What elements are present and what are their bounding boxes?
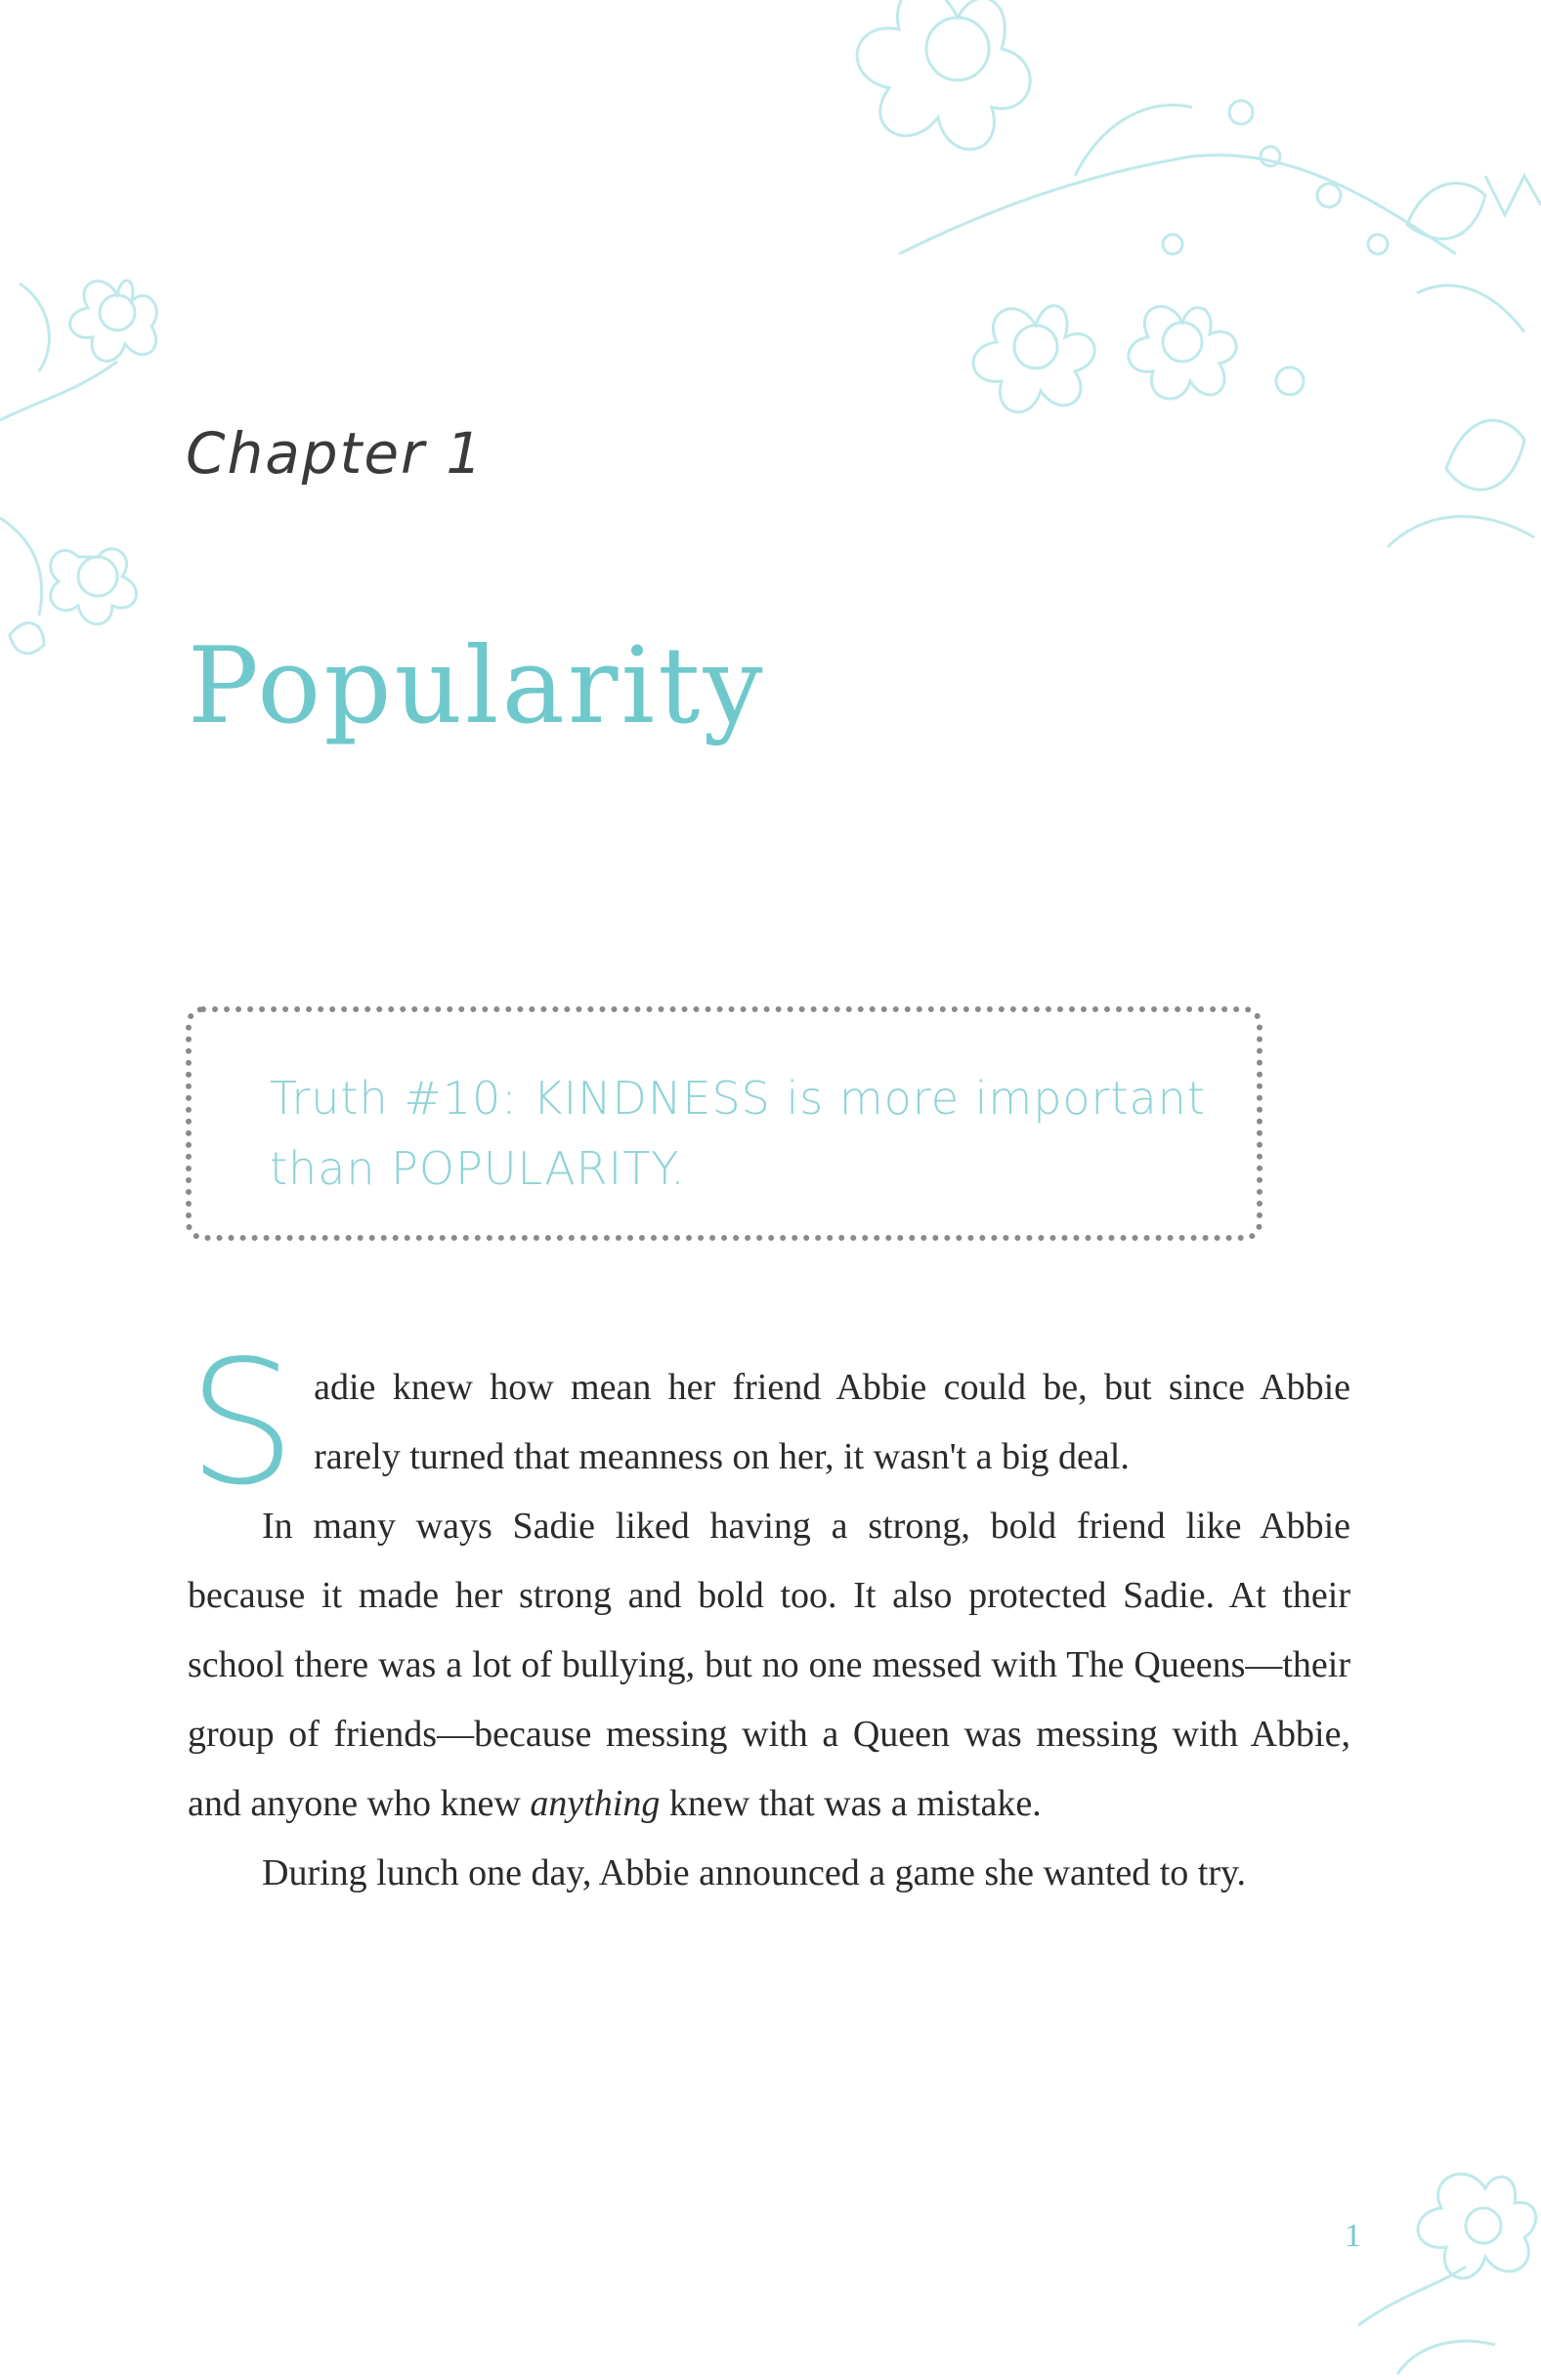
drop-cap: S <box>188 1325 297 1523</box>
chapter-title: Popularity <box>188 625 766 747</box>
paragraph-2 <box>188 1492 1350 1839</box>
emphasis-word: anything <box>530 1783 661 1824</box>
paragraph-1-text: adie knew how mean her friend Abbie could be, but since Abbie rarely turned that meanness on her, it wasn't a big deal. <box>314 1367 1350 1477</box>
floral-decoration-top-right <box>782 0 1541 586</box>
paragraph-3-text: During lunch one day, Abbie announced a game she wanted to try. <box>262 1852 1247 1893</box>
paragraph-1 <box>188 1325 1350 1523</box>
floral-decoration-bottom-right <box>1358 2149 1541 2380</box>
truth-callout-box <box>186 1006 1263 1241</box>
floral-decoration-left <box>0 225 166 674</box>
page-number: 1 <box>1345 2218 1361 2254</box>
paragraph-2-text: In many ways Sadie liked having a strong, bold friend like Abbie because it made her strong and bold too. It also protected Sadie. At their school there was a lot of bullying, but no one messed with The Queens—their group of friends—because messing with a Queen was messing with Abbie, and anyone who <box>188 1506 1350 1824</box>
truth-text: Truth #10: KINDNESS is more important than POPULARITY. <box>270 1072 1206 1195</box>
paragraph-2-text-before-emphasis: knew <box>440 1783 531 1824</box>
paragraph-3 <box>188 1839 1350 1908</box>
paragraph-2-end: knew that was a mistake. <box>660 1783 1042 1824</box>
chapter-label: Chapter 1 <box>186 420 485 487</box>
chapter-body <box>188 1325 1350 1908</box>
